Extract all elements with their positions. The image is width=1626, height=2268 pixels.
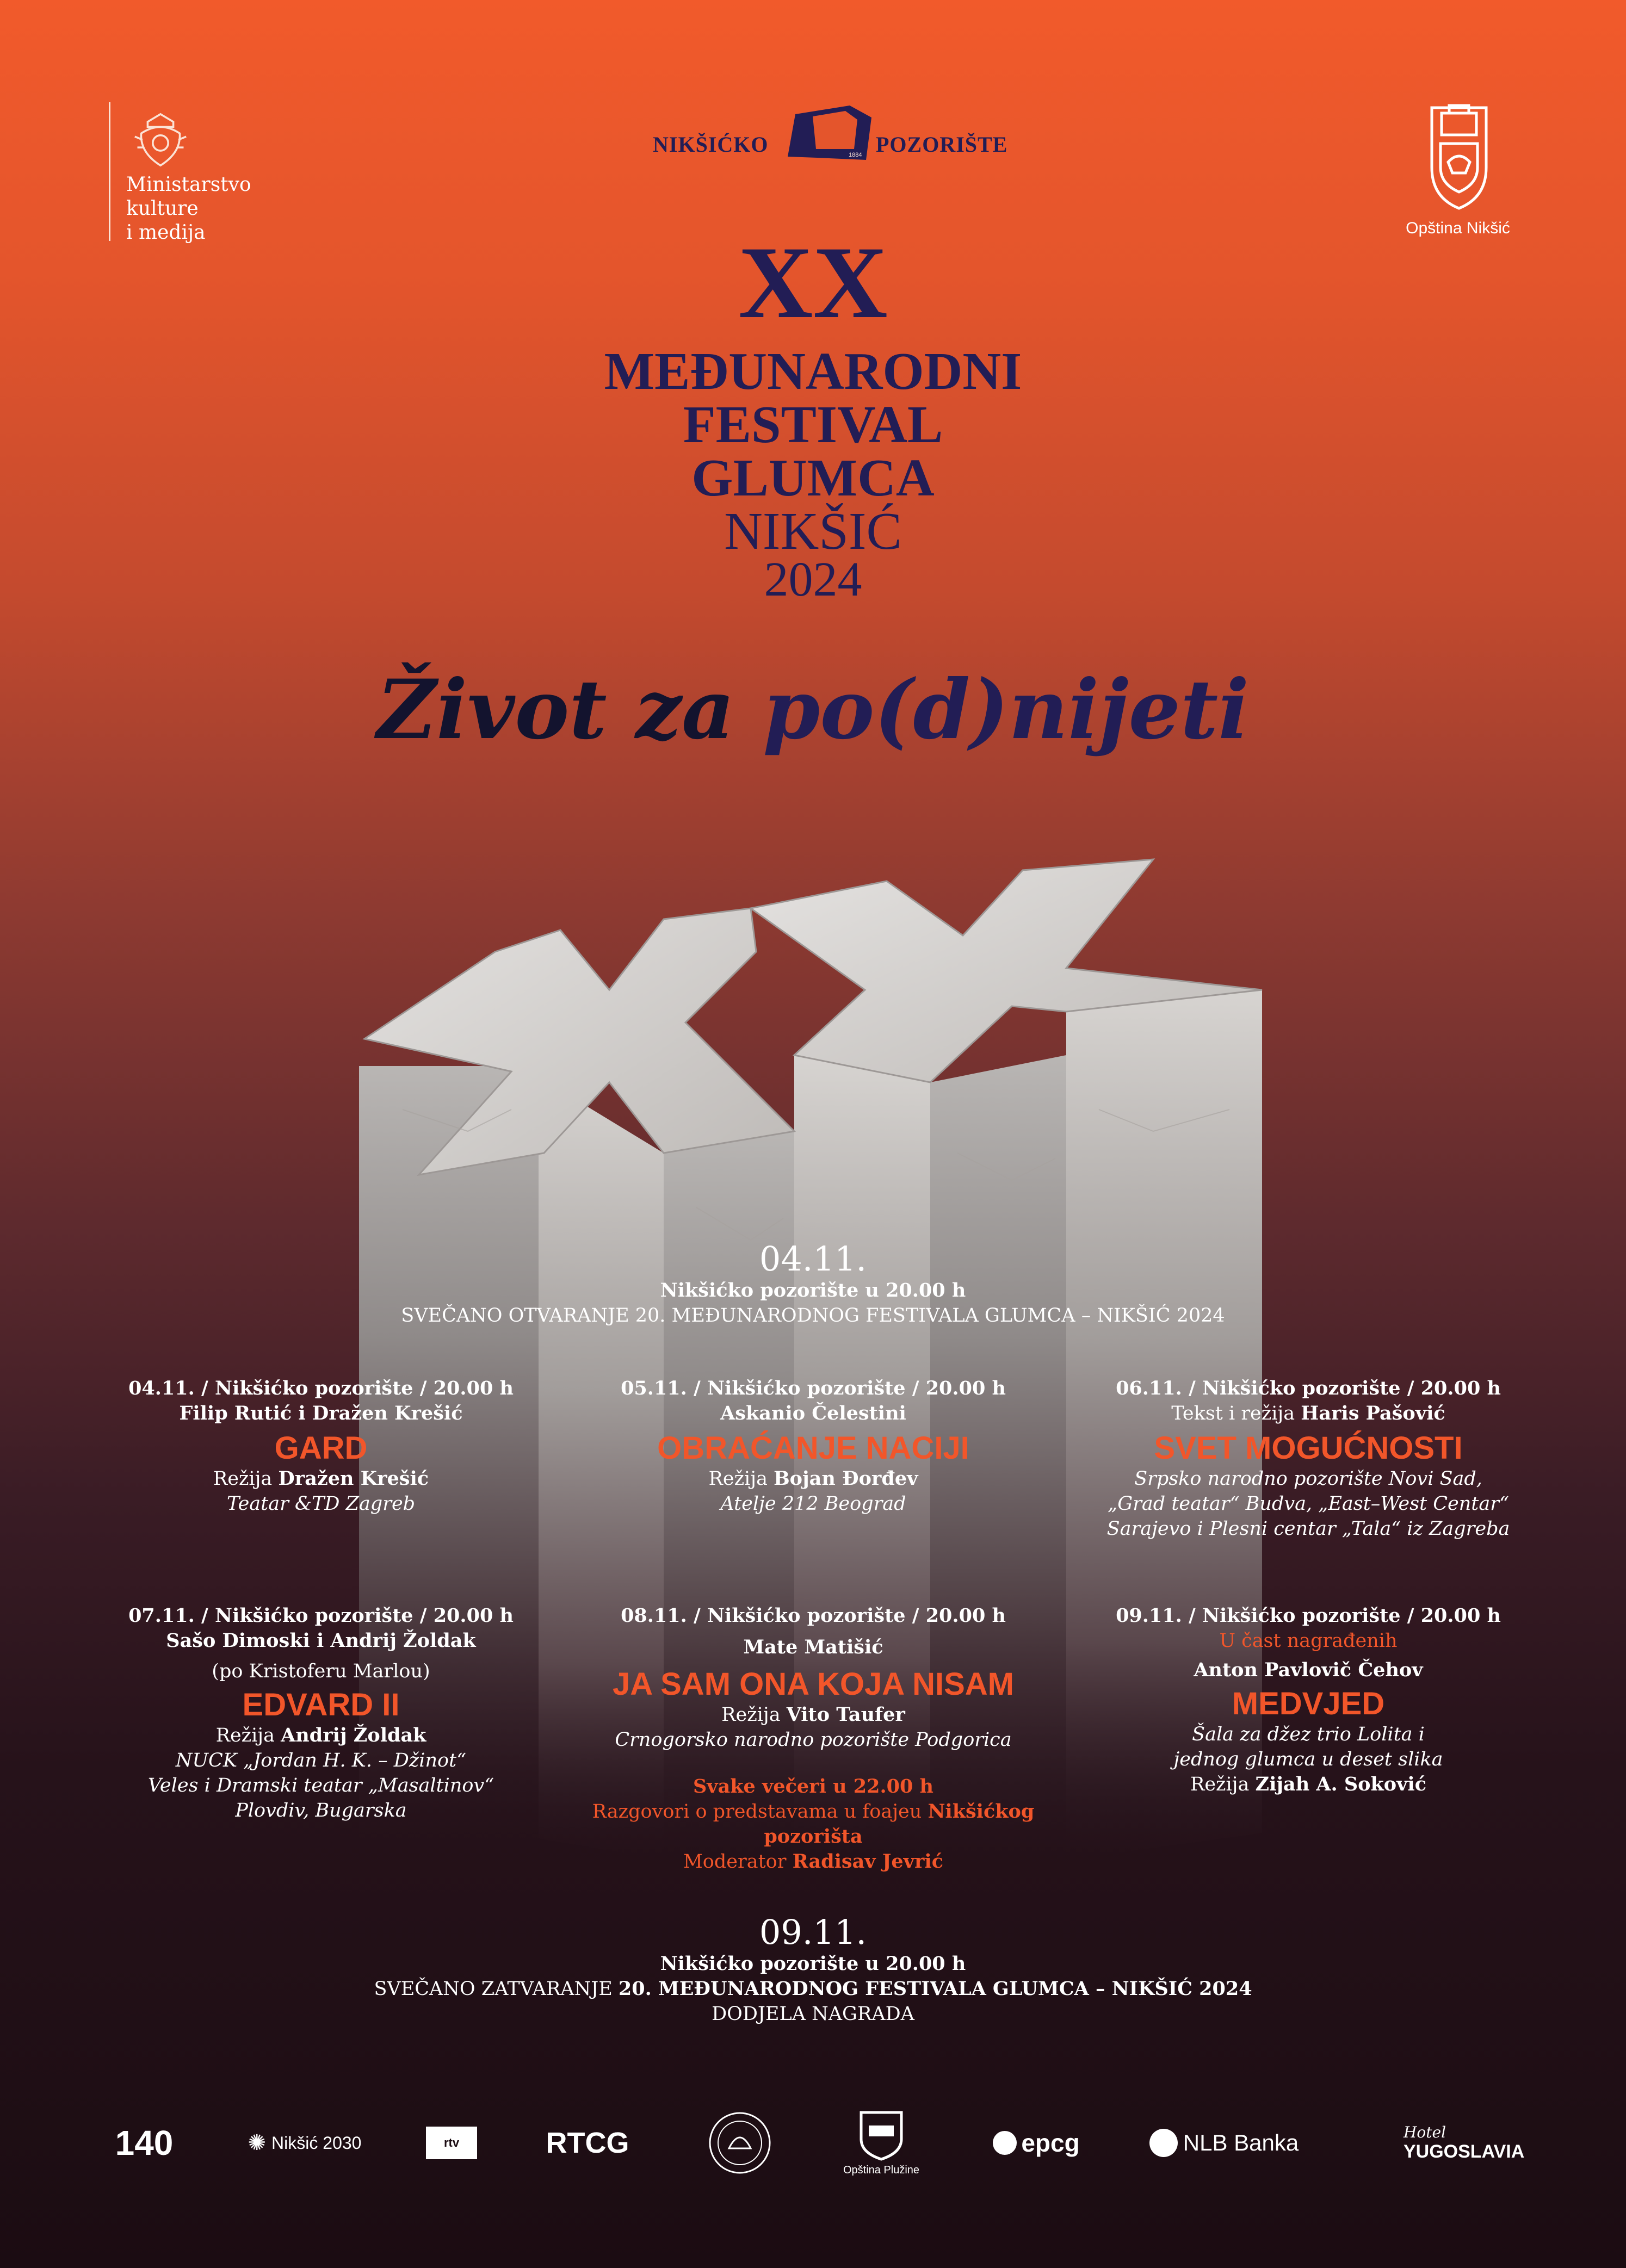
show-title: JA SAM ONA KOJA NISAM — [613, 1666, 1014, 1702]
show-author: Askanio Čelestini — [720, 1402, 906, 1424]
show-title: SVET MOGUĆNOSTI — [1154, 1430, 1463, 1466]
tagline-part2: po(d)nijeti — [763, 662, 1250, 758]
direction-label: Režija — [1190, 1774, 1256, 1795]
theatre-logo-right: POZORIŠTE — [876, 132, 1008, 157]
direction-label: Režija — [721, 1704, 787, 1726]
talks-venue: Nikšićkog pozorišta — [764, 1800, 1035, 1848]
show-company-line1: NUCK „Jordan H. K. – Džinot“ — [175, 1750, 467, 1771]
show-company-line1: Srpsko narodno pozorište Novi Sad, — [1134, 1468, 1482, 1490]
show-desc-line1: Šala za džez trio Lolita i — [1192, 1724, 1425, 1745]
author-label: Tekst i režija — [1171, 1403, 1301, 1424]
show-title: EDVARD II — [242, 1687, 400, 1722]
show-director: Zijah A. Soković — [1255, 1773, 1427, 1795]
show-card-ja-sam-ona — [568, 1603, 1058, 1874]
show-card-svet-mogucnosti — [1064, 1376, 1553, 1541]
sponsor-seal-logo — [702, 2105, 778, 2181]
awards-label: DODJELA NAGRADA — [712, 2003, 914, 2025]
epcg-sun-icon — [993, 2131, 1017, 2155]
niksic2030-text: Nikšić 2030 — [271, 2133, 362, 2153]
sponsor-140-logo: 140 — [115, 2123, 174, 2162]
show-title: OBRAĆANJE NACIJI — [657, 1430, 969, 1466]
theatre-mark-icon — [784, 103, 876, 162]
theatre-logo — [653, 103, 1008, 169]
closing-title-a: SVEČANO ZATVARANJE — [374, 1978, 619, 2000]
pluzine-shield-icon — [857, 2109, 906, 2161]
opening-title: SVEČANO OTVARANJE 20. MEĐUNARODNOG FESTIVALA GLUMCA – NIKŠIĆ 2024 — [401, 1305, 1225, 1327]
show-title: GARD — [274, 1430, 368, 1466]
show-card-medvjed — [1064, 1603, 1553, 1797]
seal-icon — [707, 2110, 772, 2176]
sponsor-nlb-logo — [1148, 2105, 1300, 2181]
show-author: Filip Rutić i Dražen Krešić — [179, 1402, 463, 1424]
show-card-edvard-ii — [76, 1603, 566, 1823]
tagline — [0, 661, 1626, 759]
crest-icon — [128, 108, 193, 172]
theatre-year: 1884 — [849, 152, 862, 158]
show-company: Teatar &TD Zagreb — [226, 1493, 416, 1515]
sponsor-rtcg-logo: RTCG — [546, 2127, 629, 2159]
show-company-line2: Veles i Dramski teatar „Masaltinov“ — [147, 1775, 494, 1796]
direction-label: Režija — [215, 1725, 281, 1746]
show-card-gard — [76, 1376, 566, 1516]
show-note: (po Kristoferu Marlou) — [212, 1660, 430, 1682]
sparkle-icon: ✺ — [248, 2131, 267, 2155]
direction-label: Režija — [213, 1468, 279, 1490]
yugoslavia-text: YUGOSLAVIA — [1404, 2141, 1525, 2162]
show-when: 04.11. / Nikšićko pozorište / 20.00 h — [128, 1377, 514, 1399]
municipality-name: Opština Nikšić — [1406, 219, 1510, 237]
sponsor-niksic2030-logo — [234, 2105, 375, 2181]
closing-title-b: 20. MEĐUNARODNOG FESTIVALA GLUMCA – NIKŠIĆ 2024 — [618, 1978, 1252, 2000]
festival-city: NIKŠIĆ — [724, 502, 902, 561]
hotel-script: Hotel — [1404, 2123, 1446, 2141]
show-company-line3: Plovdiv, Bugarska — [235, 1800, 407, 1821]
tagline-part1: Život za — [376, 662, 763, 758]
nlb-circle-icon — [1149, 2129, 1178, 2157]
opening-venue: Nikšićko pozorište u 20.00 h — [660, 1279, 966, 1302]
nlb-text: NLB Banka — [1183, 2130, 1299, 2155]
show-desc-line2: jednog glumca u deset slika — [1173, 1749, 1443, 1770]
show-author: Anton Pavlovič Čehov — [1194, 1659, 1423, 1681]
show-director: Andrij Žoldak — [281, 1724, 426, 1746]
show-author: Haris Pašović — [1301, 1402, 1445, 1424]
ministry-logo — [103, 102, 332, 249]
festival-year: 2024 — [764, 553, 862, 606]
show-director: Vito Taufer — [786, 1703, 905, 1726]
theatre-logo-left: NIKŠIĆKO — [653, 132, 769, 157]
moderator-label: Moderator — [683, 1851, 793, 1873]
show-company: Atelje 212 Beograd — [720, 1493, 906, 1515]
closing-venue: Nikšićko pozorište u 20.00 h — [660, 1953, 966, 1975]
show-company-line3: Sarajevo i Plesni centar „Tala“ iz Zagreba — [1106, 1518, 1510, 1540]
show-author: Sašo Dimoski i Andrij Žoldak — [166, 1629, 476, 1652]
show-when: 07.11. / Nikšićko pozorište / 20.00 h — [128, 1604, 514, 1627]
show-when: 05.11. / Nikšićko pozorište / 20.00 h — [621, 1377, 1006, 1399]
show-director: Dražen Krešić — [278, 1467, 429, 1490]
rtv-text: rtv — [426, 2127, 477, 2159]
festival-title-line2: FESTIVAL — [683, 395, 943, 454]
show-company-line2: „Grad teatar“ Budva, „East–West Centar“ — [1108, 1493, 1509, 1515]
pluzine-text: Opština Plužine — [843, 2164, 920, 2176]
closing-block — [0, 1913, 1626, 2027]
show-card-obracanje-naciji — [568, 1376, 1058, 1516]
festival-title-line1: MEĐUNARODNI — [604, 342, 1022, 401]
sponsor-pluzine-logo — [827, 2105, 936, 2181]
municipality-logo — [1395, 102, 1520, 249]
divider — [109, 102, 110, 241]
talks-time: Svake večeri u 22.00 h — [693, 1775, 933, 1798]
show-when: 08.11. / Nikšićko pozorište / 20.00 h — [621, 1604, 1006, 1627]
epcg-text: epcg — [1021, 2129, 1080, 2157]
show-company: Crnogorsko narodno pozorište Podgorica — [615, 1729, 1012, 1751]
municipality-shield-icon — [1426, 102, 1492, 211]
show-when: 06.11. / Nikšićko pozorište / 20.00 h — [1116, 1377, 1501, 1399]
show-when: 09.11. / Nikšićko pozorište / 20.00 h — [1116, 1604, 1501, 1627]
sponsor-rtv-logo — [419, 2105, 484, 2181]
festival-title-line3: GLUMCA — [691, 449, 935, 507]
talks-desc: Razgovori o predstavama u foajeu — [592, 1801, 928, 1823]
show-honor: U čast nagrađenih — [1219, 1630, 1398, 1652]
sponsor-hotel-yugoslavia-logo — [1360, 2105, 1523, 2181]
festival-numeral: XX — [738, 226, 888, 340]
show-director: Bojan Đorđev — [774, 1467, 918, 1490]
direction-label: Režija — [708, 1468, 774, 1490]
moderator-name: Radisav Jevrić — [792, 1850, 944, 1873]
sponsor-epcg-logo — [990, 2105, 1083, 2181]
show-author: Mate Matišić — [743, 1636, 883, 1658]
show-title: MEDVJED — [1232, 1686, 1385, 1721]
closing-date: 09.11. — [759, 1912, 867, 1952]
opening-date: 04.11. — [759, 1239, 867, 1279]
ministry-name: Ministarstvo kulture i medija — [126, 173, 251, 244]
opening-block — [0, 1240, 1626, 1328]
sponsor-strip — [0, 2105, 1626, 2181]
